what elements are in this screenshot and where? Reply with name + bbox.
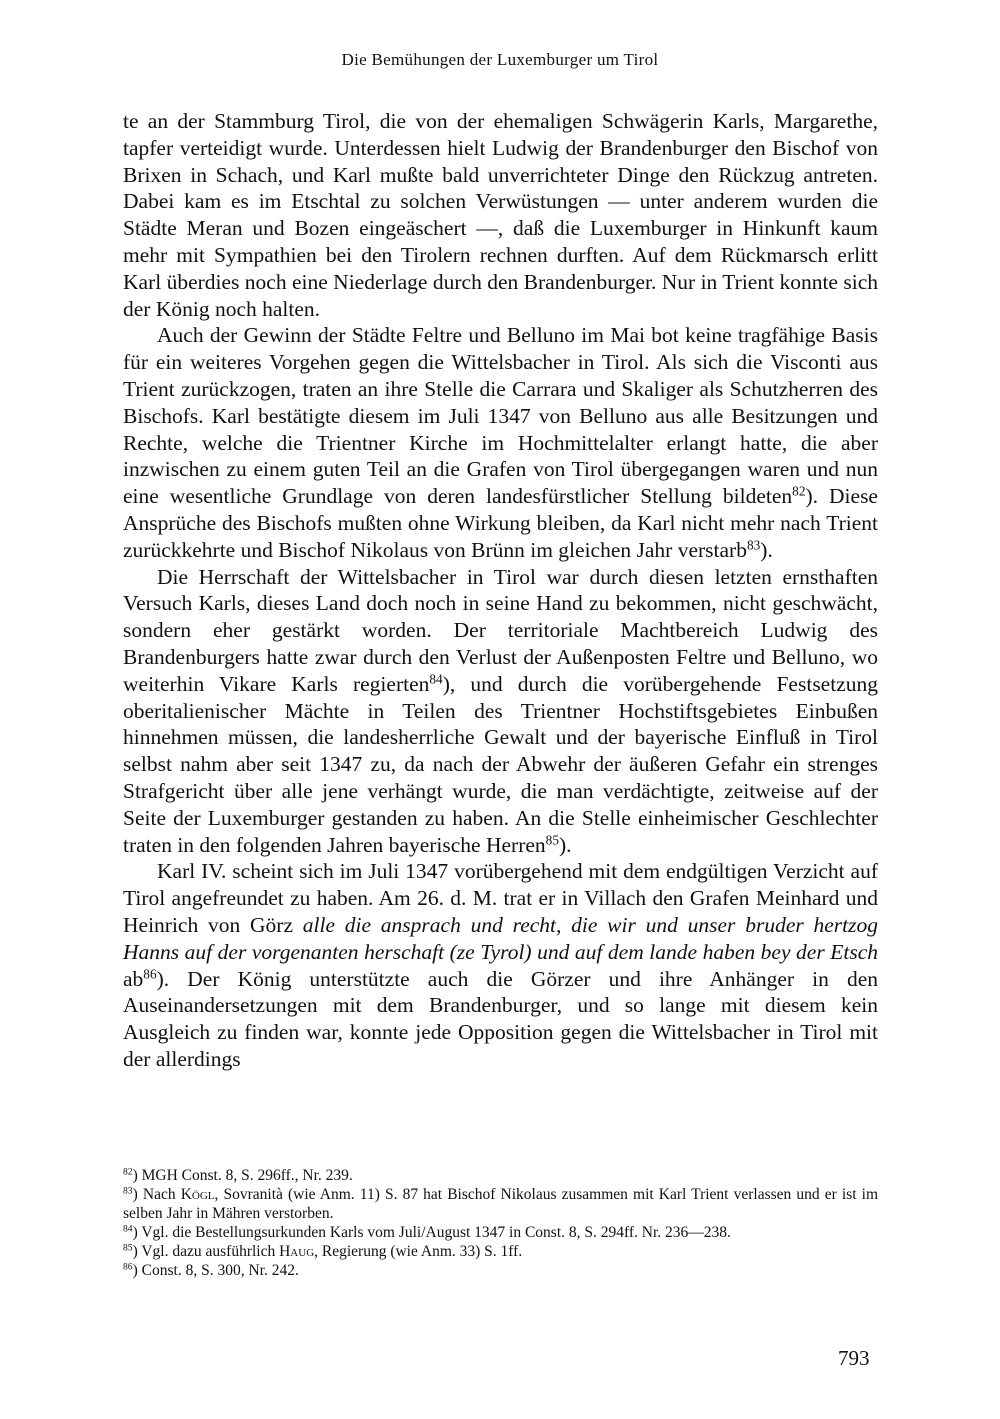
author-name: Kögl	[180, 1186, 215, 1203]
footnote-text: MGH Const. 8, S. 296ff., Nr. 239.	[141, 1167, 353, 1184]
paragraph-text: ab	[123, 966, 144, 991]
paragraph-1	[123, 108, 878, 322]
footnote-number: 85	[123, 1242, 133, 1254]
body-text	[123, 108, 878, 1073]
paragraph-3	[123, 564, 878, 859]
footnote-number: 83	[123, 1185, 133, 1197]
footnote-83: $^{83}$) Nach Kögl, Sovranità (wie Anm. 11) S. 87 hat Bischof Nikolaus zusammen mit Karl Trient verlassen und er ist im selben Jahr in Mähren verstorben.	[123, 1185, 878, 1222]
footnote-text: , Sovranità (wie Anm. 11) S. 87 hat Bischof Nikolaus zusammen mit Karl Trient verlassen und er ist im selben Jahr in Mähren verstorben.	[123, 1186, 878, 1222]
paragraph-text: Karl IV. scheint sich im Juli 1347 vorübergehend mit dem endgültigen Verzicht auf Tirol angefreundet zu haben. Am 26. d. M. trat er in Villach den Grafen Meinhard und Heinrich von Görz	[123, 859, 878, 937]
paragraph-text: ), und durch die vorübergehende Festsetzung oberitalienischer Mächte in Teilen des Trientner Hochstiftsgebietes Einbußen hinnehmen müssen, die landesherrliche Gewalt und der bayerische Einfluß in Tirol selbst nahm aber seit 1347 zu, da nach der Abwehr der äußeren Gefahr ein strenges Strafgericht über alle jene verhängt wurde, die man verdächtigte, zeitweise auf der Seite der Luxemburger gestanden zu haben. An die Stelle einheimischer Geschlechter traten in den folgenden Jahren bayerische Herren	[123, 671, 878, 857]
page-number: 793	[838, 1346, 870, 1370]
footnote-ref[interactable]: 85	[545, 832, 559, 848]
footnote-86: $^{86}$) Const. 8, S. 300, Nr. 242.	[123, 1261, 299, 1279]
footnote-85: $^{85}$) Vgl. dazu ausführlich Haug, Regierung (wie Anm. 33) S. 1ff.	[123, 1242, 523, 1260]
footnote-82: $^{82}$) MGH Const. 8, S. 296ff., Nr. 239.	[123, 1166, 353, 1184]
author-name: Haug	[279, 1243, 315, 1260]
footnotes	[123, 1166, 878, 1280]
paragraph-text: ). Der König unterstützte auch die Görzer und ihre Anhänger in den Auseinandersetzungen mit dem Brandenburger, und so lange mit diesem kein Ausgleich zu finden war, konnte jede Opposition gegen die Wittelsbacher in Tirol mit der allerdings	[123, 966, 878, 1071]
paragraph-text: ).	[760, 537, 773, 562]
paragraph-text: ).	[558, 832, 572, 857]
paragraph-4	[123, 858, 878, 1072]
quoted-source-text: alle die ansprach und recht, die wir und unser bruder hertzog Hanns auf der vorgenanten herschaft (ze Tyrol) und auf dem lande haben bey der Etsch	[123, 912, 878, 964]
footnote-text: , Regierung (wie Anm. 33) S. 1ff.	[314, 1243, 523, 1260]
footnote-text: Vgl. die Bestellungsurkunden Karls vom Juli/August 1347 in Const. 8, S. 294ff. Nr. 236—238.	[141, 1224, 731, 1241]
footnote-number: 82	[123, 1166, 133, 1178]
footnote-84: $^{84}$) Vgl. die Bestellungsurkunden Karls vom Juli/August 1347 in Const. 8, S. 294ff. Nr. 236—238.	[123, 1223, 731, 1241]
paragraph-2	[123, 322, 878, 563]
footnote-number: 86	[123, 1261, 133, 1273]
footnote-ref[interactable]: 84	[429, 671, 443, 687]
running-header: Die Bemühungen der Luxemburger um Tirol	[341, 50, 659, 69]
paragraph-text: ). Diese Ansprüche des Bischofs mußten ohne Wirkung bleiben, da Karl nicht mehr nach Trient zurückkehrte und Bischof Nikolaus von Brünn im gleichen Jahr verstarb	[123, 484, 878, 562]
footnote-ref[interactable]: 83	[746, 537, 761, 553]
footnote-ref[interactable]: 82	[792, 483, 806, 499]
paragraph-text: Die Herrschaft der Wittelsbacher in Tirol war durch diesen letzten ernsthaften Versuch Karls, dieses Land doch noch in seine Hand zu bekommen, nicht geschwächt, sondern eher gestärkt worden. Der territoriale Machtbereich Ludwig des Brandenburgers hatte zwar durch den Verlust der Außenposten Feltre und Belluno, wo weiterhin Vikare Karls regierten	[123, 564, 878, 696]
paragraph-text: te an der Stammburg Tirol, die von der ehemaligen Schwägerin Karls, Margarethe, tapfer verteidigt wurde. Unterdessen hielt Ludwig der Brandenburger den Bischof von Brixen in Schach, und Karl mußte bald unverrichteter Dinge den Rückzug antreten. Dabei kam es im Etschtal zu solchen Verwüstungen — unter anderem wurden die Städte Meran und Bozen eingeäschert —, daß die Luxemburger in Hinkunft kaum mehr mit Sympathien bei den Tirolern rechnen durften. Auf dem Rückmarsch erlitt Karl überdies noch eine Niederlage durch den Brandenburger. Nur in Trient konnte sich der König noch halten.	[123, 109, 878, 321]
footnote-number: 84	[123, 1223, 133, 1235]
footnote-text: Vgl. dazu ausführlich	[141, 1243, 280, 1260]
footnote-ref[interactable]: 86	[143, 966, 157, 982]
footnote-text: Const. 8, S. 300, Nr. 242.	[141, 1262, 299, 1279]
paragraph-text: Auch der Gewinn der Städte Feltre und Belluno im Mai bot keine tragfähige Basis für ein weiteres Vorgehen gegen die Wittelsbacher in Tirol. Als sich die Visconti aus Trient zurückzogen, traten an ihre Stelle die Carrara und Skaliger als Schutzherren des Bischofs. Karl bestätigte diesem im Juli 1347 von Belluno aus alle Besitzungen und Rechte, welche die Trientner Kirche im Hochmittelalter erlangt hatte, die aber inzwischen zu einem guten Teil an die Grafen von Tirol übergegangen waren und nun eine wesentliche Grundlage von deren landesfürstlicher Stellung bildeten	[123, 323, 878, 509]
footnote-text: Nach	[142, 1186, 181, 1203]
